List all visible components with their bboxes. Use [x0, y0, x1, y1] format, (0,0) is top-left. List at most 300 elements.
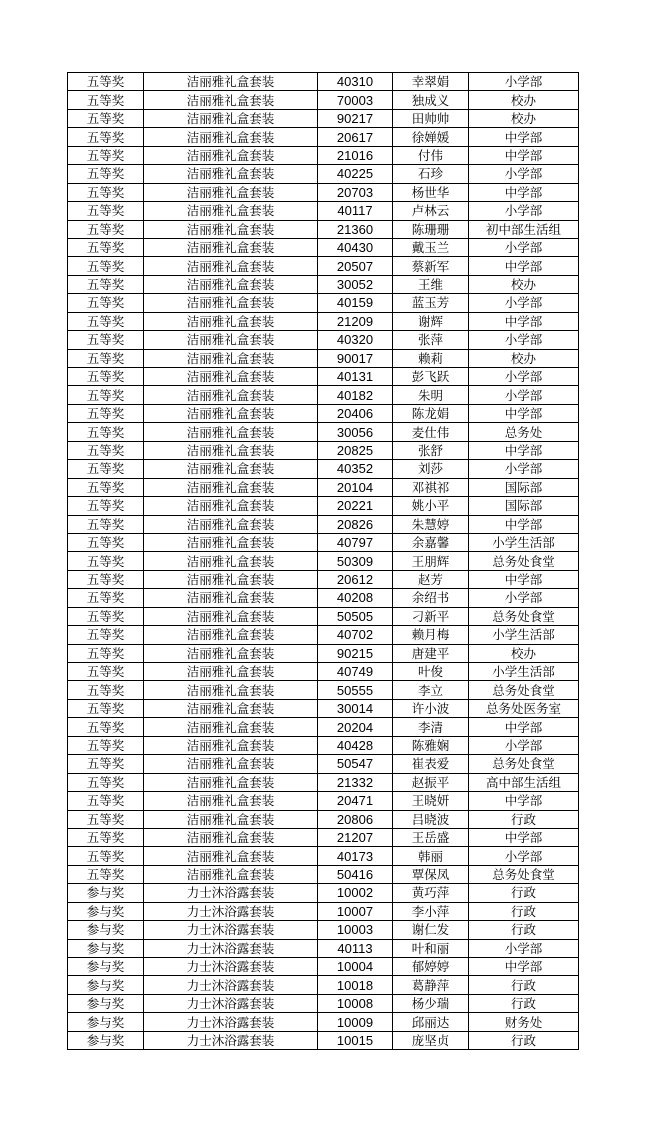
name-cell: 刁新平	[393, 607, 469, 625]
name-cell: 杨世华	[393, 183, 469, 201]
table-row	[68, 165, 579, 183]
department-cell: 中学部	[469, 570, 579, 588]
id-cell: 40749	[318, 663, 393, 681]
prize-cell: 五等奖	[68, 183, 144, 201]
item-cell: 洁丽雅礼盒套装	[144, 847, 318, 865]
item-cell: 洁丽雅礼盒套装	[144, 736, 318, 754]
name-cell: 朱明	[393, 386, 469, 404]
name-cell: 许小波	[393, 699, 469, 717]
item-cell: 洁丽雅礼盒套装	[144, 404, 318, 422]
item-cell: 洁丽雅礼盒套装	[144, 91, 318, 109]
item-cell: 洁丽雅礼盒套装	[144, 644, 318, 662]
item-cell: 洁丽雅礼盒套装	[144, 828, 318, 846]
id-cell: 20507	[318, 257, 393, 275]
name-cell: 赖莉	[393, 349, 469, 367]
department-cell: 小学生活部	[469, 663, 579, 681]
id-cell: 20204	[318, 718, 393, 736]
prize-cell: 五等奖	[68, 331, 144, 349]
id-cell: 20406	[318, 404, 393, 422]
table-row	[68, 386, 579, 404]
department-cell: 小学部	[469, 331, 579, 349]
department-cell: 小学部	[469, 847, 579, 865]
table-row	[68, 331, 579, 349]
id-cell: 20826	[318, 515, 393, 533]
name-cell: 余绍书	[393, 589, 469, 607]
prize-cell: 五等奖	[68, 238, 144, 256]
item-cell: 力士沐浴露套装	[144, 994, 318, 1012]
table-row	[68, 441, 579, 459]
name-cell: 彭飞跃	[393, 368, 469, 386]
department-cell: 小学部	[469, 238, 579, 256]
table-row	[68, 644, 579, 662]
prize-cell: 参与奖	[68, 921, 144, 939]
name-cell: 邓祺祁	[393, 478, 469, 496]
department-cell: 总务处食堂	[469, 607, 579, 625]
id-cell: 50555	[318, 681, 393, 699]
table-row	[68, 183, 579, 201]
item-cell: 洁丽雅礼盒套装	[144, 533, 318, 551]
id-cell: 20471	[318, 792, 393, 810]
prize-cell: 五等奖	[68, 220, 144, 238]
table-row	[68, 275, 579, 293]
item-cell: 洁丽雅礼盒套装	[144, 183, 318, 201]
id-cell: 40208	[318, 589, 393, 607]
prize-cell: 参与奖	[68, 994, 144, 1012]
id-cell: 40182	[318, 386, 393, 404]
prize-cell: 五等奖	[68, 202, 144, 220]
id-cell: 50547	[318, 755, 393, 773]
prize-cell: 五等奖	[68, 386, 144, 404]
id-cell: 30014	[318, 699, 393, 717]
item-cell: 洁丽雅礼盒套装	[144, 349, 318, 367]
id-cell: 20703	[318, 183, 393, 201]
department-cell: 小学部	[469, 294, 579, 312]
department-cell: 校办	[469, 109, 579, 127]
id-cell: 40352	[318, 460, 393, 478]
department-cell: 中学部	[469, 183, 579, 201]
id-cell: 21016	[318, 146, 393, 164]
name-cell: 张舒	[393, 441, 469, 459]
name-cell: 葛静萍	[393, 976, 469, 994]
item-cell: 洁丽雅礼盒套装	[144, 128, 318, 146]
prize-cell: 参与奖	[68, 884, 144, 902]
prize-cell: 五等奖	[68, 73, 144, 91]
table-row	[68, 257, 579, 275]
department-cell: 总务处食堂	[469, 552, 579, 570]
id-cell: 40702	[318, 626, 393, 644]
item-cell: 力士沐浴露套装	[144, 939, 318, 957]
id-cell: 90017	[318, 349, 393, 367]
table-row	[68, 792, 579, 810]
item-cell: 洁丽雅礼盒套装	[144, 331, 318, 349]
item-cell: 洁丽雅礼盒套装	[144, 515, 318, 533]
prize-cell: 五等奖	[68, 847, 144, 865]
name-cell: 王岳盛	[393, 828, 469, 846]
prize-cell: 五等奖	[68, 441, 144, 459]
name-cell: 徐婵媛	[393, 128, 469, 146]
prize-cell: 五等奖	[68, 626, 144, 644]
id-cell: 20221	[318, 497, 393, 515]
prize-cell: 五等奖	[68, 368, 144, 386]
item-cell: 洁丽雅礼盒套装	[144, 773, 318, 791]
name-cell: 叶俊	[393, 663, 469, 681]
id-cell: 40113	[318, 939, 393, 957]
item-cell: 力士沐浴露套装	[144, 902, 318, 920]
id-cell: 21207	[318, 828, 393, 846]
item-cell: 洁丽雅礼盒套装	[144, 663, 318, 681]
department-cell: 中学部	[469, 257, 579, 275]
table-row	[68, 663, 579, 681]
table-row	[68, 865, 579, 883]
item-cell: 洁丽雅礼盒套装	[144, 257, 318, 275]
table-row	[68, 1013, 579, 1031]
item-cell: 洁丽雅礼盒套装	[144, 699, 318, 717]
item-cell: 洁丽雅礼盒套装	[144, 441, 318, 459]
department-cell: 小学生活部	[469, 626, 579, 644]
id-cell: 50416	[318, 865, 393, 883]
prize-cell: 五等奖	[68, 607, 144, 625]
id-cell: 50309	[318, 552, 393, 570]
department-cell: 总务处食堂	[469, 865, 579, 883]
department-cell: 总务处	[469, 423, 579, 441]
prize-cell: 五等奖	[68, 294, 144, 312]
item-cell: 力士沐浴露套装	[144, 976, 318, 994]
name-cell: 陈珊珊	[393, 220, 469, 238]
prize-cell: 五等奖	[68, 349, 144, 367]
table-row	[68, 884, 579, 902]
department-cell: 中学部	[469, 146, 579, 164]
prize-cell: 五等奖	[68, 644, 144, 662]
prize-cell: 五等奖	[68, 828, 144, 846]
table-row	[68, 552, 579, 570]
id-cell: 10007	[318, 902, 393, 920]
table-row	[68, 460, 579, 478]
department-cell: 小学部	[469, 165, 579, 183]
id-cell: 40428	[318, 736, 393, 754]
department-cell: 中学部	[469, 441, 579, 459]
prize-cell: 五等奖	[68, 589, 144, 607]
name-cell: 戴玉兰	[393, 238, 469, 256]
department-cell: 财务处	[469, 1013, 579, 1031]
id-cell: 90215	[318, 644, 393, 662]
department-cell: 校办	[469, 644, 579, 662]
name-cell: 黄巧萍	[393, 884, 469, 902]
table-row	[68, 939, 579, 957]
item-cell: 力士沐浴露套装	[144, 921, 318, 939]
item-cell: 洁丽雅礼盒套装	[144, 275, 318, 293]
table-row	[68, 533, 579, 551]
table-row	[68, 736, 579, 754]
table-row	[68, 515, 579, 533]
department-cell: 小学部	[469, 73, 579, 91]
table-row	[68, 626, 579, 644]
id-cell: 30052	[318, 275, 393, 293]
item-cell: 洁丽雅礼盒套装	[144, 792, 318, 810]
id-cell: 10003	[318, 921, 393, 939]
table-row	[68, 847, 579, 865]
department-cell: 行政	[469, 884, 579, 902]
table-row	[68, 1031, 579, 1049]
department-cell: 中学部	[469, 404, 579, 422]
prize-cell: 五等奖	[68, 755, 144, 773]
table-row	[68, 73, 579, 91]
department-cell: 初中部生活组	[469, 220, 579, 238]
department-cell: 国际部	[469, 478, 579, 496]
id-cell: 20825	[318, 441, 393, 459]
name-cell: 唐建平	[393, 644, 469, 662]
department-cell: 总务处食堂	[469, 755, 579, 773]
name-cell: 崔表爱	[393, 755, 469, 773]
item-cell: 力士沐浴露套装	[144, 958, 318, 976]
department-cell: 行政	[469, 810, 579, 828]
id-cell: 20612	[318, 570, 393, 588]
name-cell: 麦仕伟	[393, 423, 469, 441]
department-cell: 中学部	[469, 515, 579, 533]
name-cell: 谢辉	[393, 312, 469, 330]
table-row	[68, 146, 579, 164]
id-cell: 20617	[318, 128, 393, 146]
item-cell: 洁丽雅礼盒套装	[144, 312, 318, 330]
table-row	[68, 349, 579, 367]
table-row	[68, 699, 579, 717]
name-cell: 付伟	[393, 146, 469, 164]
department-cell: 中学部	[469, 958, 579, 976]
item-cell: 洁丽雅礼盒套装	[144, 146, 318, 164]
item-cell: 洁丽雅礼盒套装	[144, 570, 318, 588]
name-cell: 蓝玉芳	[393, 294, 469, 312]
table-row	[68, 312, 579, 330]
prize-cell: 参与奖	[68, 939, 144, 957]
table-row	[68, 368, 579, 386]
name-cell: 卢林云	[393, 202, 469, 220]
prize-cell: 五等奖	[68, 533, 144, 551]
item-cell: 洁丽雅礼盒套装	[144, 109, 318, 127]
item-cell: 洁丽雅礼盒套装	[144, 165, 318, 183]
id-cell: 40225	[318, 165, 393, 183]
department-cell: 小学部	[469, 460, 579, 478]
table-row	[68, 128, 579, 146]
table-row	[68, 607, 579, 625]
name-cell: 邱丽达	[393, 1013, 469, 1031]
table-row	[68, 404, 579, 422]
department-cell: 校办	[469, 349, 579, 367]
id-cell: 10008	[318, 994, 393, 1012]
name-cell: 李立	[393, 681, 469, 699]
table-row	[68, 976, 579, 994]
table-row	[68, 902, 579, 920]
department-cell: 小学部	[469, 368, 579, 386]
prize-cell: 五等奖	[68, 146, 144, 164]
item-cell: 洁丽雅礼盒套装	[144, 238, 318, 256]
prize-cell: 参与奖	[68, 1031, 144, 1049]
prize-cell: 五等奖	[68, 497, 144, 515]
table-row	[68, 994, 579, 1012]
name-cell: 赵芳	[393, 570, 469, 588]
id-cell: 10009	[318, 1013, 393, 1031]
name-cell: 庞坚贞	[393, 1031, 469, 1049]
id-cell: 20104	[318, 478, 393, 496]
table-row	[68, 681, 579, 699]
prize-cell: 参与奖	[68, 976, 144, 994]
name-cell: 吕晓波	[393, 810, 469, 828]
id-cell: 20806	[318, 810, 393, 828]
name-cell: 朱慧婷	[393, 515, 469, 533]
prize-cell: 五等奖	[68, 681, 144, 699]
item-cell: 洁丽雅礼盒套装	[144, 368, 318, 386]
prize-cell: 五等奖	[68, 718, 144, 736]
id-cell: 10018	[318, 976, 393, 994]
item-cell: 洁丽雅礼盒套装	[144, 202, 318, 220]
prize-cell: 五等奖	[68, 165, 144, 183]
department-cell: 高中部生活组	[469, 773, 579, 791]
prize-cell: 五等奖	[68, 773, 144, 791]
prize-winners-table	[67, 72, 579, 1050]
item-cell: 洁丽雅礼盒套装	[144, 552, 318, 570]
department-cell: 中学部	[469, 792, 579, 810]
item-cell: 洁丽雅礼盒套装	[144, 681, 318, 699]
item-cell: 洁丽雅礼盒套装	[144, 73, 318, 91]
item-cell: 洁丽雅礼盒套装	[144, 460, 318, 478]
name-cell: 王晓妍	[393, 792, 469, 810]
id-cell: 10004	[318, 958, 393, 976]
prize-cell: 五等奖	[68, 128, 144, 146]
name-cell: 韩丽	[393, 847, 469, 865]
department-cell: 校办	[469, 91, 579, 109]
department-cell: 行政	[469, 921, 579, 939]
department-cell: 行政	[469, 976, 579, 994]
item-cell: 洁丽雅礼盒套装	[144, 386, 318, 404]
table-row	[68, 497, 579, 515]
table-row	[68, 755, 579, 773]
prize-cell: 五等奖	[68, 109, 144, 127]
name-cell: 郁婷婷	[393, 958, 469, 976]
prize-cell: 参与奖	[68, 1013, 144, 1031]
prize-cell: 参与奖	[68, 958, 144, 976]
name-cell: 石珍	[393, 165, 469, 183]
id-cell: 90217	[318, 109, 393, 127]
id-cell: 50505	[318, 607, 393, 625]
name-cell: 余嘉馨	[393, 533, 469, 551]
table-row	[68, 478, 579, 496]
department-cell: 国际部	[469, 497, 579, 515]
id-cell: 70003	[318, 91, 393, 109]
table-row	[68, 828, 579, 846]
prize-cell: 五等奖	[68, 460, 144, 478]
name-cell: 谢仁发	[393, 921, 469, 939]
name-cell: 陈龙娟	[393, 404, 469, 422]
id-cell: 21360	[318, 220, 393, 238]
table-row	[68, 423, 579, 441]
name-cell: 覃保凤	[393, 865, 469, 883]
department-cell: 行政	[469, 1031, 579, 1049]
prize-cell: 五等奖	[68, 91, 144, 109]
name-cell: 张萍	[393, 331, 469, 349]
name-cell: 李小萍	[393, 902, 469, 920]
prize-cell: 五等奖	[68, 865, 144, 883]
name-cell: 刘莎	[393, 460, 469, 478]
prize-cell: 五等奖	[68, 792, 144, 810]
id-cell: 10002	[318, 884, 393, 902]
item-cell: 洁丽雅礼盒套装	[144, 755, 318, 773]
department-cell: 小学生活部	[469, 533, 579, 551]
item-cell: 洁丽雅礼盒套装	[144, 626, 318, 644]
prize-cell: 五等奖	[68, 810, 144, 828]
name-cell: 陈雅娴	[393, 736, 469, 754]
name-cell: 田帅帅	[393, 109, 469, 127]
item-cell: 力士沐浴露套装	[144, 1013, 318, 1031]
prize-cell: 五等奖	[68, 552, 144, 570]
department-cell: 小学部	[469, 386, 579, 404]
table-row	[68, 202, 579, 220]
name-cell: 独成义	[393, 91, 469, 109]
item-cell: 洁丽雅礼盒套装	[144, 497, 318, 515]
id-cell: 40310	[318, 73, 393, 91]
item-cell: 洁丽雅礼盒套装	[144, 718, 318, 736]
id-cell: 40173	[318, 847, 393, 865]
prize-cell: 五等奖	[68, 312, 144, 330]
department-cell: 小学部	[469, 939, 579, 957]
prize-cell: 五等奖	[68, 663, 144, 681]
id-cell: 40117	[318, 202, 393, 220]
name-cell: 蔡新军	[393, 257, 469, 275]
id-cell: 21332	[318, 773, 393, 791]
table-body	[68, 73, 579, 1050]
id-cell: 40430	[318, 238, 393, 256]
id-cell: 40797	[318, 533, 393, 551]
table-row	[68, 958, 579, 976]
department-cell: 行政	[469, 994, 579, 1012]
id-cell: 10015	[318, 1031, 393, 1049]
item-cell: 洁丽雅礼盒套装	[144, 478, 318, 496]
prize-cell: 五等奖	[68, 699, 144, 717]
id-cell: 40131	[318, 368, 393, 386]
table-row	[68, 773, 579, 791]
table-row	[68, 294, 579, 312]
id-cell: 21209	[318, 312, 393, 330]
id-cell: 40159	[318, 294, 393, 312]
prize-cell: 五等奖	[68, 736, 144, 754]
department-cell: 中学部	[469, 828, 579, 846]
item-cell: 洁丽雅礼盒套装	[144, 220, 318, 238]
department-cell: 总务处医务室	[469, 699, 579, 717]
prize-cell: 五等奖	[68, 515, 144, 533]
name-cell: 姚小平	[393, 497, 469, 515]
table-row	[68, 921, 579, 939]
item-cell: 力士沐浴露套装	[144, 884, 318, 902]
department-cell: 小学部	[469, 736, 579, 754]
table-row	[68, 570, 579, 588]
department-cell: 小学部	[469, 589, 579, 607]
department-cell: 中学部	[469, 312, 579, 330]
name-cell: 叶和丽	[393, 939, 469, 957]
prize-cell: 五等奖	[68, 404, 144, 422]
item-cell: 洁丽雅礼盒套装	[144, 810, 318, 828]
prize-cell: 五等奖	[68, 478, 144, 496]
department-cell: 校办	[469, 275, 579, 293]
prize-cell: 五等奖	[68, 275, 144, 293]
item-cell: 洁丽雅礼盒套装	[144, 607, 318, 625]
prize-cell: 五等奖	[68, 257, 144, 275]
department-cell: 行政	[469, 902, 579, 920]
prize-cell: 参与奖	[68, 902, 144, 920]
prize-cell: 五等奖	[68, 570, 144, 588]
name-cell: 幸翠娟	[393, 73, 469, 91]
table-row	[68, 220, 579, 238]
id-cell: 40320	[318, 331, 393, 349]
prize-cell: 五等奖	[68, 423, 144, 441]
item-cell: 洁丽雅礼盒套装	[144, 865, 318, 883]
table-row	[68, 238, 579, 256]
